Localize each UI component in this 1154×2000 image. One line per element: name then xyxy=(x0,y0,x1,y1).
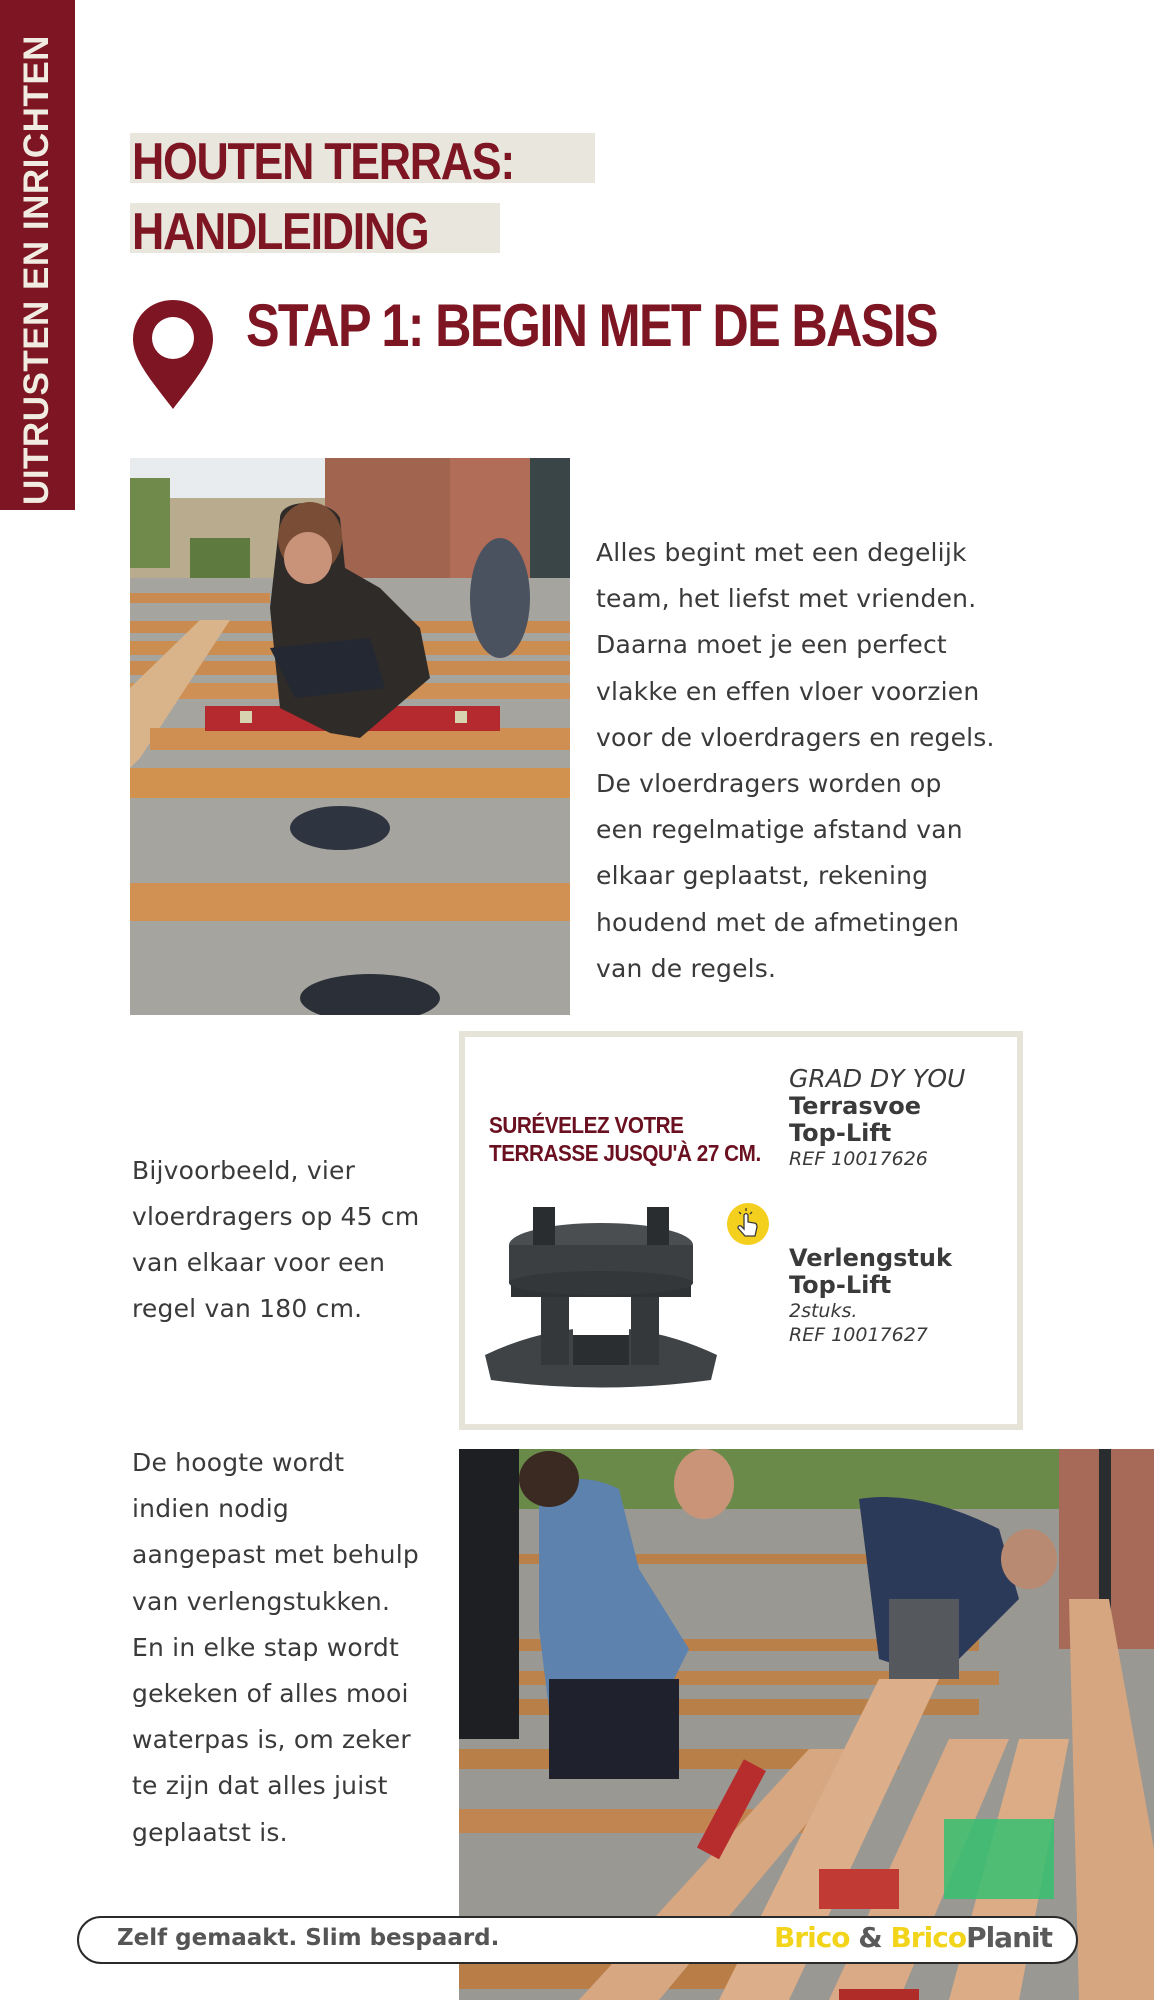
product-name: Terrasvoe xyxy=(789,1092,922,1120)
product-name: Top-Lift xyxy=(789,1119,892,1147)
product-quantity: 2stuks. xyxy=(789,1300,858,1322)
text-line: te zijn dat alles juist xyxy=(132,1771,388,1801)
product-verlengstuk[interactable] xyxy=(789,1245,952,1347)
logo-brico-2: Brico xyxy=(890,1921,967,1954)
brico-planit-logo[interactable] xyxy=(774,1921,1052,1954)
pointing-hand-icon[interactable] xyxy=(727,1203,769,1245)
step-heading: STAP 1: BEGIN MET DE BASIS xyxy=(246,292,937,359)
text-line: Daarna moet je een perfect xyxy=(596,630,947,660)
text-line: regel van 180 cm. xyxy=(132,1294,363,1323)
text-line: van elkaar voor een xyxy=(132,1248,386,1277)
location-pin-icon xyxy=(131,298,215,411)
text-line: elkaar geplaatst, rekening xyxy=(596,861,929,891)
text-line: vlakke en effen vloer voorzien xyxy=(596,676,980,706)
page-title-line-1 xyxy=(130,133,595,191)
pedestal-product-image xyxy=(481,1195,721,1395)
text-line: De vloerdragers worden op xyxy=(596,769,942,799)
text-line: De hoogte wordt xyxy=(132,1448,345,1477)
text-line: geplaatst is. xyxy=(132,1817,288,1847)
text-line: indien nodig xyxy=(132,1494,290,1524)
text-line: een regelmatige afstand van xyxy=(596,815,963,845)
section-ribbon xyxy=(0,0,75,510)
text-line: vloerdragers op 45 cm xyxy=(132,1202,420,1231)
promo-text xyxy=(489,1111,791,1167)
text-line: van de regels. xyxy=(596,953,777,983)
text-line: aangepast met behulp xyxy=(132,1540,419,1570)
logo-brico: Brico xyxy=(773,1921,850,1954)
page-title-line-2 xyxy=(130,203,500,261)
text-line: houdend met de afmetingen xyxy=(596,907,960,937)
product-brand: GRAD DY YOU xyxy=(789,1064,966,1093)
height-adjust-paragraph xyxy=(132,1440,419,1856)
text-line: team, het liefst met vrienden. xyxy=(596,584,977,614)
title-text: HOUTEN TERRAS: xyxy=(132,133,514,191)
product-terrasvoet[interactable] xyxy=(789,1065,965,1171)
product-ref: REF 10017627 xyxy=(789,1324,928,1346)
section-label: UITRUSTEN EN INRICHTEN xyxy=(17,35,56,505)
footer-slogan: Zelf gemaakt. Slim bespaard. xyxy=(117,1925,500,1951)
product-ref: REF 10017626 xyxy=(789,1148,928,1170)
product-name: Top-Lift xyxy=(789,1271,892,1299)
photo-levelling-joists xyxy=(130,458,570,1015)
logo-ampersand: & xyxy=(858,1921,882,1954)
text-line: gekeken of alles mooi xyxy=(132,1679,409,1709)
text-line: En in elke stap wordt xyxy=(132,1632,399,1662)
text-line: Alles begint met een degelijk xyxy=(596,538,967,567)
example-paragraph xyxy=(132,1148,419,1332)
logo-planit: Planit xyxy=(966,1921,1052,1954)
promo-line: TERRASSE JUSQU'À 27 CM. xyxy=(489,1140,761,1166)
product-name: Verlengstuk xyxy=(789,1244,952,1272)
text-line: voor de vloerdragers en regels. xyxy=(596,722,995,752)
text-line: van verlengstukken. xyxy=(132,1586,391,1616)
title-text: HANDLEIDING xyxy=(132,203,429,261)
intro-paragraph xyxy=(596,530,995,992)
promo-line: SURÉVELEZ VOTRE xyxy=(489,1112,684,1138)
text-line: Bijvoorbeeld, vier xyxy=(132,1156,356,1185)
footer-banner xyxy=(77,1916,1078,1964)
product-promo-box[interactable] xyxy=(459,1031,1023,1430)
text-line: waterpas is, om zeker xyxy=(132,1725,411,1755)
